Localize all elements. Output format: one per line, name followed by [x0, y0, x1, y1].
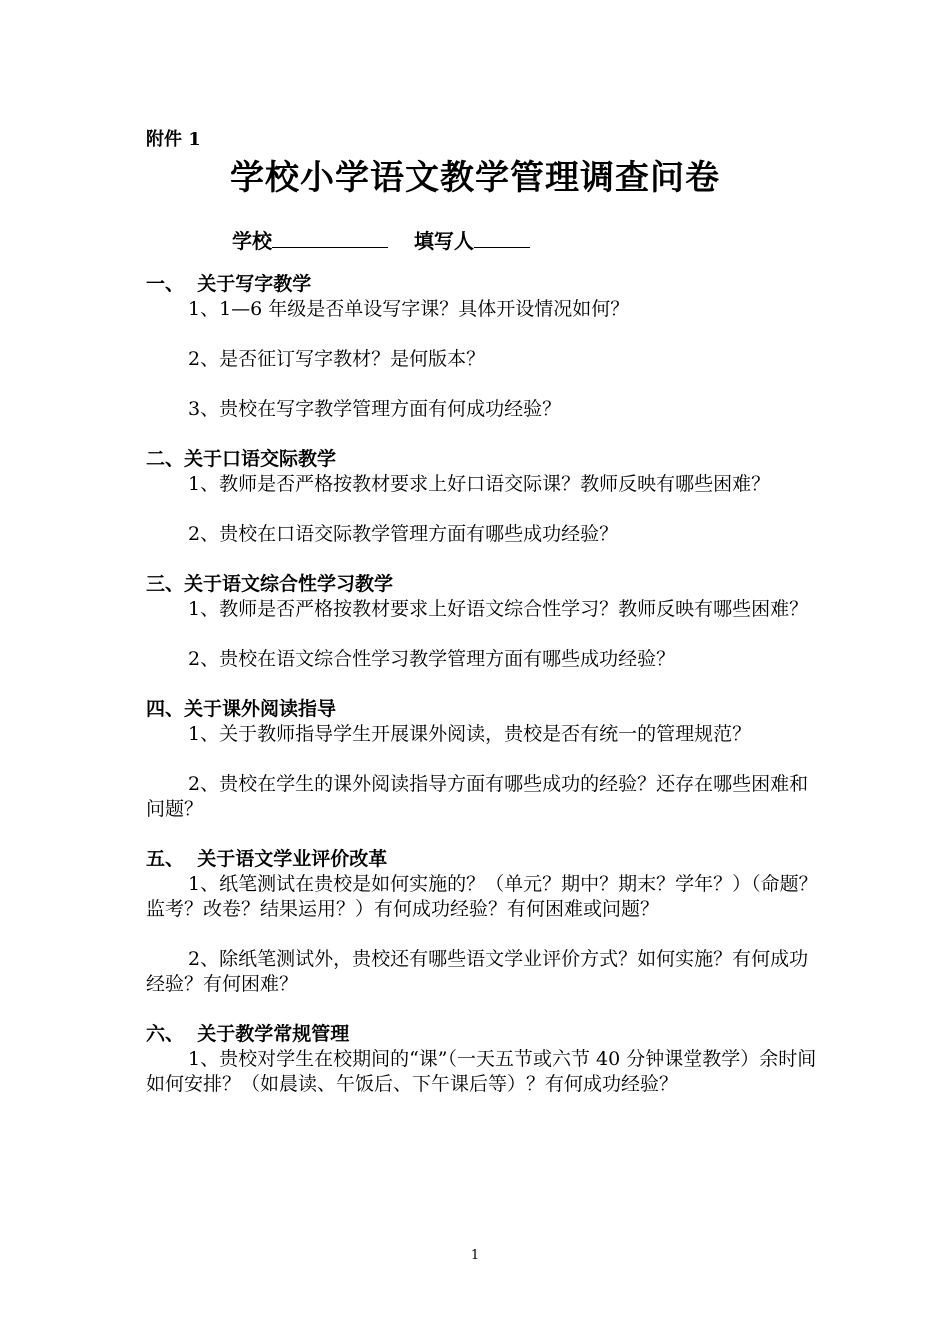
question-item: 2、贵校在学生的课外阅读指导方面有哪些成功的经验？还存在哪些困难和问题？: [146, 773, 809, 820]
school-label: 学校: [232, 229, 272, 253]
section-routine-management: [146, 1022, 822, 1097]
question-item: 2、是否征订写字教材？是何版本？: [188, 348, 486, 370]
page-number: 1: [470, 1248, 480, 1263]
filler-blank: [474, 227, 530, 248]
section-heading: 一、 关于写字教学: [146, 273, 312, 295]
section-heading: 三、关于语文综合性学习教学: [146, 573, 394, 595]
question-item: 1、教师是否严格按教材要求上好口语交际课？教师反映有哪些困难？: [188, 473, 771, 495]
question-item: 2、除纸笔测试外，贵校还有哪些语文学业评价方式？如何实施？有何成功经验？有何困难？: [146, 948, 809, 995]
question-item: 2、贵校在语文综合性学习教学管理方面有哪些成功经验？: [188, 648, 676, 670]
section-heading: 六、 关于教学常规管理: [146, 1023, 350, 1045]
page-title: 学校小学语文教学管理调查问卷: [230, 158, 720, 198]
question-item: 3、贵校在写字教学管理方面有何成功经验？: [188, 398, 562, 420]
filler-label: 填写人: [413, 229, 474, 253]
section-writing: [146, 272, 822, 447]
section-heading: 四、关于课外阅读指导: [146, 698, 337, 720]
section-comprehensive-learning: [146, 572, 822, 697]
question-item: 1、贵校对学生在校期间的“课”（一天五节或六节 40 分钟课堂教学）余时间如何安排？（如晨读、午饭后、下午课后等）？有何成功经验？: [146, 1048, 817, 1095]
school-blank: [272, 227, 388, 248]
question-item: 2、贵校在口语交际教学管理方面有哪些成功经验？: [188, 523, 619, 545]
question-item: 1、纸笔测试在贵校是如何实施的？（单元？期中？期末？学年？）（命题？监考？改卷？结果运用？）有何成功经验？有何困难或问题？: [146, 873, 818, 920]
question-item: 1、教师是否严格按教材要求上好语文综合性学习？教师反映有哪些困难？: [188, 598, 809, 620]
section-oral-communication: [146, 447, 822, 572]
section-extracurricular-reading: [146, 697, 822, 847]
section-heading: 五、 关于语文学业评价改革: [146, 848, 388, 870]
question-item: 1、1—6 年级是否单设写字课？具体开设情况如何？: [188, 298, 630, 320]
question-item: 1、关于教师指导学生开展课外阅读，贵校是否有统一的管理规范？: [188, 723, 752, 745]
section-heading: 二、关于口语交际教学: [146, 448, 337, 470]
section-assessment-reform: [146, 847, 822, 1022]
attachment-label: 附件 1: [146, 129, 201, 150]
form-fields-row: [232, 225, 530, 254]
survey-content: [146, 272, 822, 1097]
